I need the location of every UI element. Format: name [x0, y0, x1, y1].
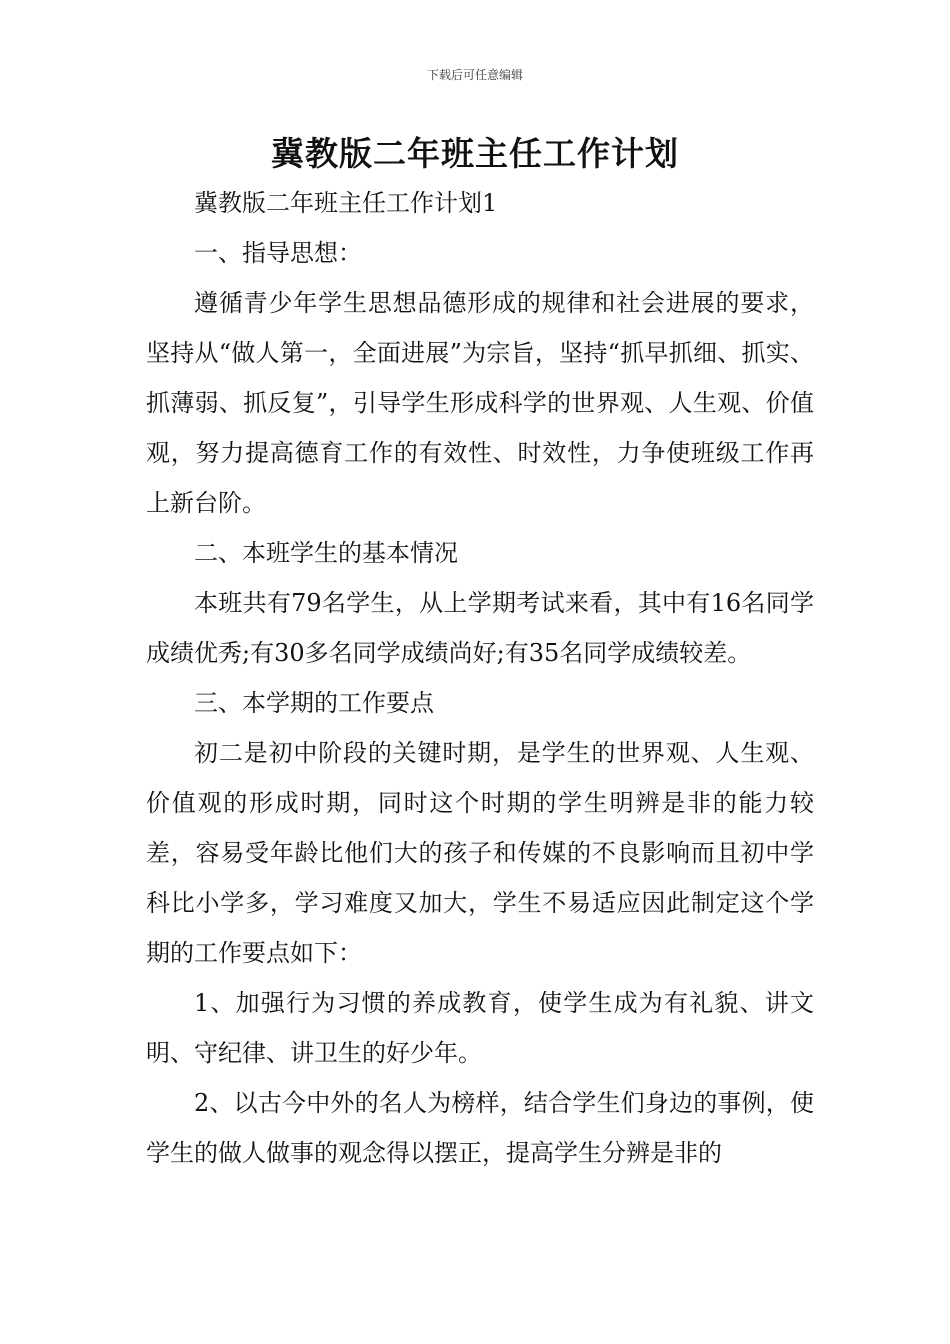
paragraph-work-focus: 初二是初中阶段的关键时期，是学生的世界观、人生观、价值观的形成时期，同时这个时期的学生明辨是非的能力较差，容易受年龄比他们大的孩子和传媒的不良影响而且初中学科比小学多，学习难度又加大，学生不易适应因此制定这个学期的工作要点如下：	[146, 739, 814, 967]
paragraph-heading-1: 一、指导思想：	[194, 239, 362, 267]
paragraph-guiding-thought: 遵循青少年学生思想品德形成的规律和社会进展的要求，坚持从“做人第一，全面进展”为宗旨，坚持“抓早抓细、抓实、抓薄弱、抓反复”，引导学生形成科学的世界观、人生观、价值观，努力提高德育工作的有效性、时效性，力争使班级工作再上新台阶。	[146, 289, 814, 517]
document-body	[146, 178, 814, 1178]
paragraph-class-situation: 本班共有79名学生，从上学期考试来看，其中有16名同学成绩优秀;有30多名同学成绩尚好;有35名同学成绩较差。	[146, 589, 814, 667]
header-note: 下载后可任意编辑	[426, 68, 523, 82]
paragraph-item-1: 1、加强行为习惯的养成教育，使学生成为有礼貌、讲文明、守纪律、讲卫生的好少年。	[146, 989, 814, 1067]
paragraph-heading-3: 三、本学期的工作要点	[194, 689, 434, 717]
paragraph-subtitle: 冀教版二年班主任工作计划1	[194, 189, 498, 217]
document-title: 冀教版二年班主任工作计划	[271, 134, 679, 173]
paragraph-item-2: 2、以古今中外的名人为榜样，结合学生们身边的事例，使学生的做人做事的观念得以摆正，提高学生分辨是非的	[146, 1089, 814, 1167]
paragraph-heading-2: 二、本班学生的基本情况	[194, 539, 458, 567]
